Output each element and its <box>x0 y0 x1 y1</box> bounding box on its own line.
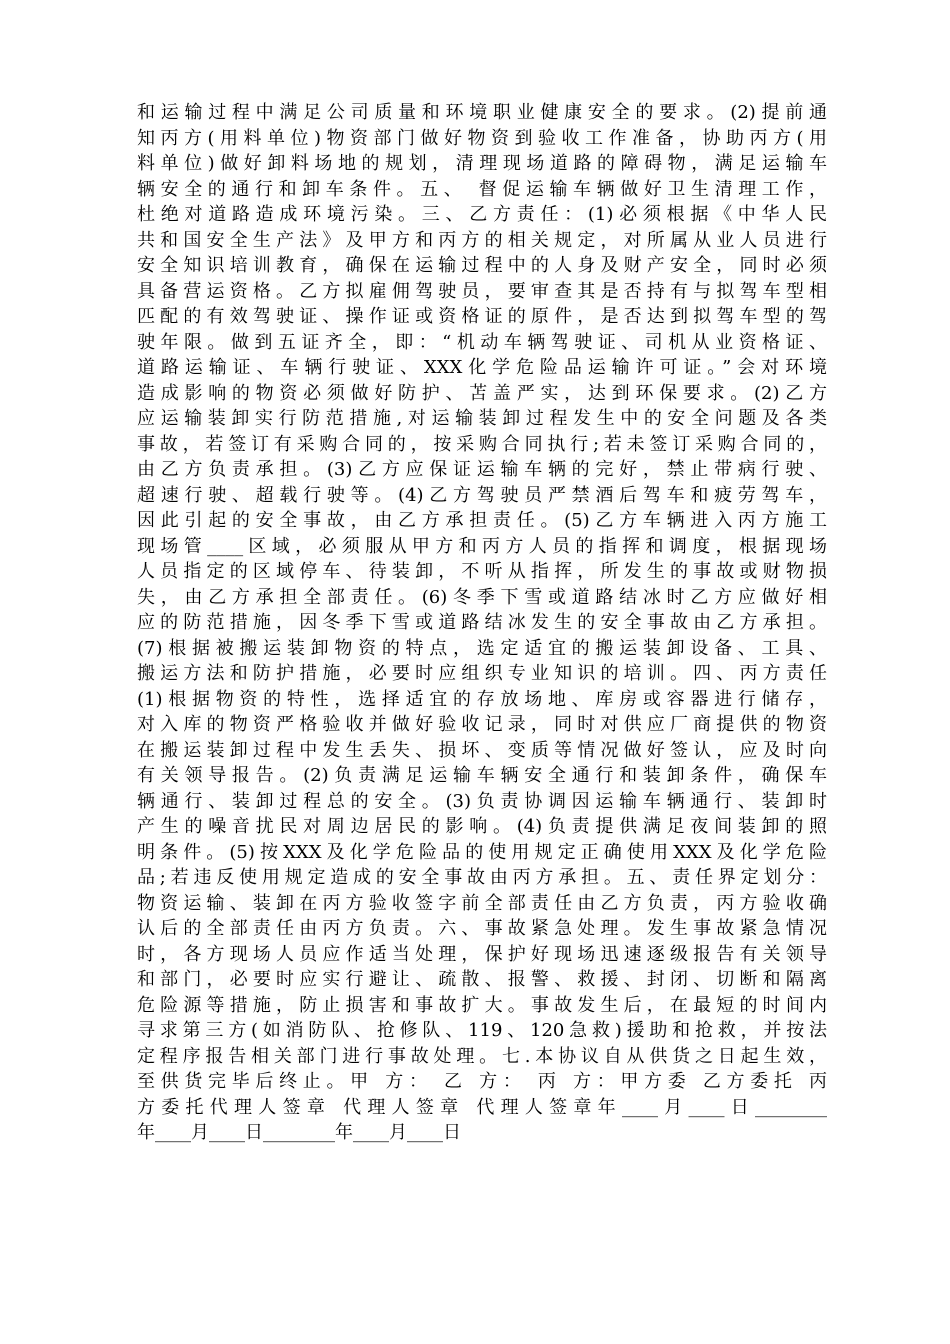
text-line: 对入库的物资严格验收并做好验收记录，同时对供应厂商提供的物资 <box>137 714 827 735</box>
document-body <box>137 100 827 1146</box>
text-line: 具备营运资格。乙方拟雇佣驾驶员，要审查其是否持有与拟驾车型相 <box>137 280 827 302</box>
text-line: 造成影响的物资必须做好防护、苫盖严实，达到环保要求。(2)乙方 <box>137 382 827 404</box>
text-line: (7)根据被搬运装卸物资的特点，选定适宜的搬运装卸设备、工具、 <box>137 637 827 659</box>
text-line: 寻求第三方(如消防队、抢修队、119、120急救)援助和抢救，并按法 <box>137 1020 827 1041</box>
text-line: 应运输装卸实行防范措施,对运输装卸过程发生中的安全问题及各类 <box>137 408 827 429</box>
signature-line: 至供货完毕后终止。甲 方： 乙 方： 丙 方：甲方委 乙方委托 丙 <box>137 1071 827 1092</box>
text-line: 共和国安全生产法》及甲方和丙方的相关规定，对所属从业人员进行 <box>137 229 827 251</box>
text-line: 失，由乙方承担全部责任。(6)冬季下雪或道路结冰时乙方应做好相 <box>137 586 827 608</box>
text-line: 搬运方法和防护措施，必要时应组织专业知识的培训。四、丙方责任 <box>137 663 827 684</box>
text-line: 道路运输证、车辆行驶证、XXX化学危险品运输许可证。”会对环境 <box>137 357 827 378</box>
text-line: 品;若违反使用规定造成的安全事故由丙方承担。五、责任界定划分： <box>137 867 827 888</box>
text-line: 辆通行、装卸过程总的安全。(3)负责协调因运输车辆通行、装卸时 <box>137 790 827 812</box>
text-line: 人员指定的区域停车、待装卸，不听从指挥，所发生的事故或财物损 <box>137 561 827 582</box>
text-line: 物资运输、装卸在丙方验收签字前全部责任由乙方负责，丙方验收确 <box>137 892 827 914</box>
text-line: (1)根据物资的特性，选择适宜的存放场地、库房或容器进行储存， <box>137 688 827 710</box>
text-line: 定程序报告相关部门进行事故处理。七.本协议自从供货之日起生效， <box>137 1045 827 1067</box>
text-line: 匹配的有效驾驶证、操作证或资格证的原件，是否达到拟驾车型的驾 <box>137 306 827 327</box>
text-line: 超速行驶、超载行驶等。(4)乙方驾驶员严禁酒后驾车和疲劳驾车， <box>137 484 827 506</box>
text-line: 安全知识培训教育，确保在运输过程中的人身及财产安全，同时必须 <box>137 255 827 276</box>
text-line: 有关领导报告。(2)负责满足运输车辆安全通行和装卸条件，确保车 <box>137 765 827 786</box>
text-line: 料单位)做好卸料场地的规划，清理现场道路的障碍物，满足运输车 <box>137 153 827 174</box>
text-line: 杜绝对道路造成环境污染。三、乙方责任：(1)必须根据《中华人民 <box>137 204 827 225</box>
text-line: 产生的噪音扰民对周边居民的影响。(4)负责提供满足夜间装卸的照 <box>137 816 827 837</box>
text-line: 应的防范措施，因冬季下雪或道路结冰发生的安全事故由乙方承担。 <box>137 612 827 633</box>
text-line: 因此引起的安全事故，由乙方承担责任。(5)乙方车辆进入丙方施工 <box>137 510 827 531</box>
text-line: 和运输过程中满足公司质量和环境职业健康安全的要求。(2)提前通 <box>137 102 827 123</box>
text-line: 事故，若签订有采购合同的，按采购合同执行;若未签订采购合同的， <box>137 433 827 455</box>
date-line: 年____月____日________年____月____日 <box>137 1122 461 1143</box>
signature-line: 方委托代理人签章 代理人签章 代理人签章年____月____日________ <box>137 1096 827 1118</box>
text-line: 驶年限。做到五证齐全，即：“机动车辆驾驶证、司机从业资格证、 <box>137 331 827 353</box>
text-line: 明条件。(5)按XXX及化学危险品的使用规定正确使用XXX及化学危险 <box>137 841 827 863</box>
text-line: 由乙方负责承担。(3)乙方应保证运输车辆的完好，禁止带病行驶、 <box>137 459 827 480</box>
text-line: 在搬运装卸过程中发生丢失、损坏、变质等情况做好签认，应及时向 <box>137 739 827 761</box>
text-line: 危险源等措施，防止损害和事故扩大。事故发生后，在最短的时间内 <box>137 994 827 1016</box>
text-line: 时，各方现场人员应作适当处理，保护好现场迅速逐级报告有关领导 <box>137 943 827 965</box>
text-line: 认后的全部责任由丙方负责。六、事故紧急处理。发生事故紧急情况 <box>137 918 827 939</box>
text-line: 辆安全的通行和卸车条件。五、 督促运输车辆做好卫生清理工作， <box>137 178 827 200</box>
text-line: 知丙方(用料单位)物资部门做好物资到验收工作准备，协助丙方(用 <box>137 127 827 149</box>
text-line: 现场管____区域，必须服从甲方和丙方人员的指挥和调度，根据现场 <box>137 535 827 557</box>
text-line: 和部门，必要时应实行避让、疏散、报警、救援、封闭、切断和隔离 <box>137 969 827 990</box>
